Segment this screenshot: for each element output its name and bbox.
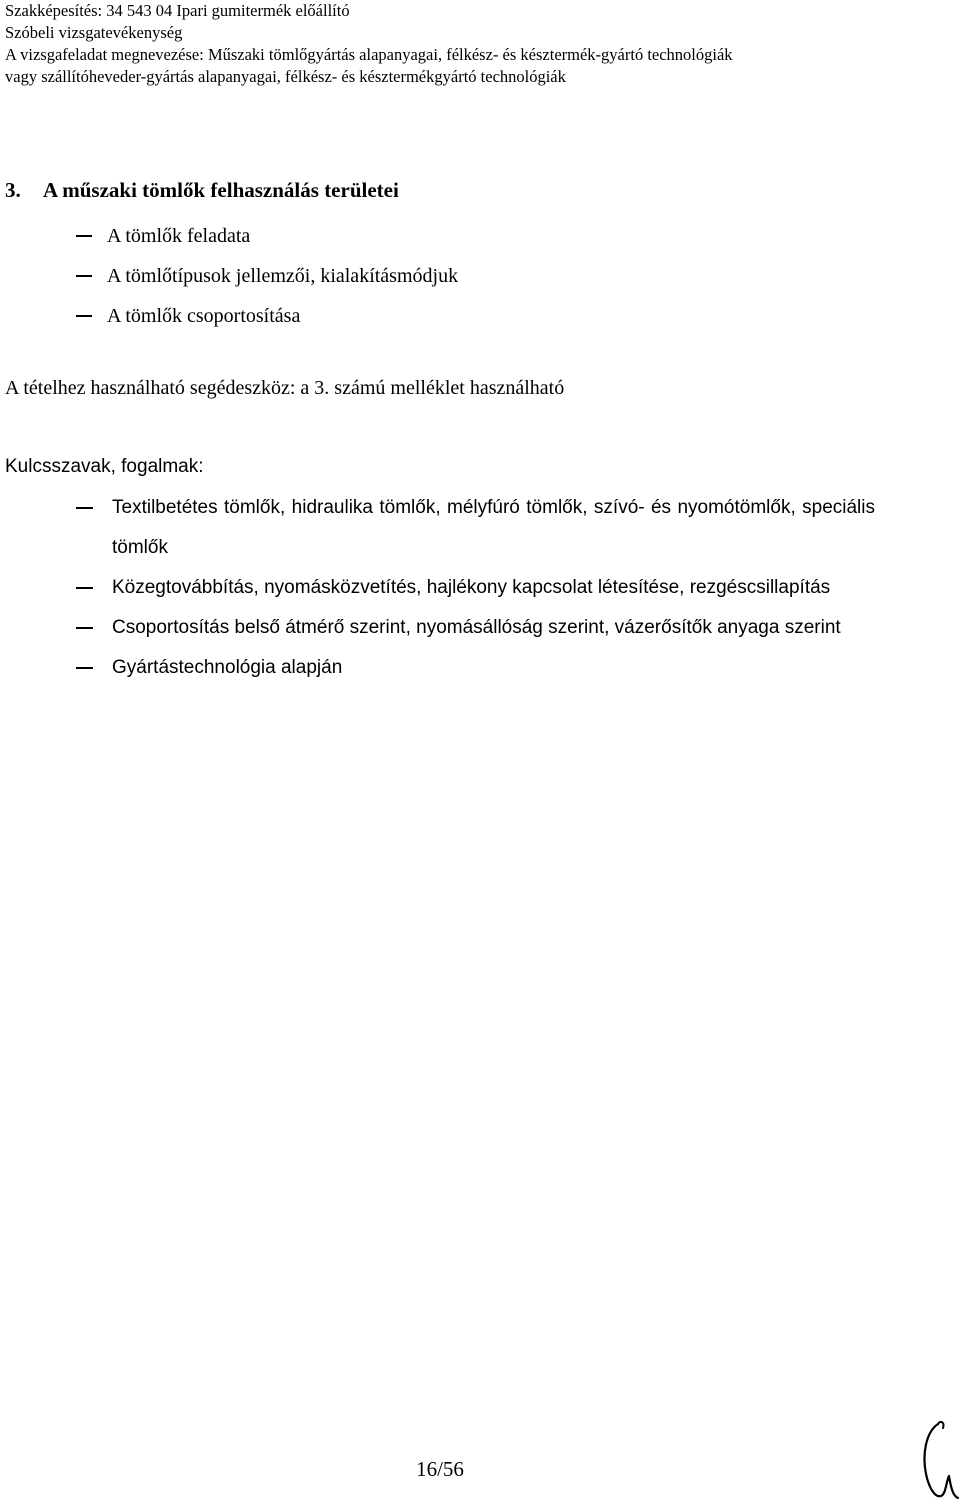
keyword-text: Csoportosítás belső átmérő szerint, nyomásállóság szerint, vázerősítők anyaga szerint — [112, 617, 841, 638]
page-header — [5, 0, 955, 88]
keyword-text: Gyártástechnológia alapján — [112, 657, 343, 678]
section-title — [5, 176, 399, 204]
keywords-heading: Kulcsszavak, fogalmak: — [5, 456, 204, 477]
topic-item — [76, 296, 458, 336]
topic-list — [76, 216, 458, 336]
topic-text: A tömlők csoportosítása — [107, 305, 301, 327]
dash-bullet-icon — [76, 235, 92, 237]
topic-item — [76, 216, 458, 256]
header-task-name-cont: vagy szállítóheveder-gyártás alapanyagai, félkész- és késztermékgyártó technológiák — [5, 67, 566, 86]
signature-mark — [918, 1418, 960, 1503]
topic-item — [76, 256, 458, 296]
keyword-item — [76, 608, 875, 648]
header-task-name: A vizsgafeladat megnevezése: Műszaki tömlőgyártás alapanyagai, félkész- és késztermék-gyártó technológiák — [5, 45, 733, 64]
dash-bullet-icon — [76, 275, 92, 277]
keyword-item — [76, 568, 875, 608]
topic-text: A tömlők feladata — [107, 225, 251, 247]
header-qualification: Szakképesítés: 34 543 04 Ipari gumitermék előállító — [5, 1, 350, 20]
keyword-item — [76, 488, 875, 568]
header-exam-type: Szóbeli vizsgatevékenység — [5, 23, 183, 42]
dash-bullet-icon — [76, 667, 93, 669]
section-title-text: A műszaki tömlők felhasználás területei — [43, 178, 399, 202]
dash-bullet-icon — [76, 507, 93, 509]
keyword-text: Textilbetétes tömlők, hidraulika tömlők, mélyfúró tömlők, szívó- és nyomótömlők, speciális tömlők — [112, 497, 875, 558]
keyword-text: Közegtovábbítás, nyomásközvetítés, hajlékony kapcsolat létesítése, rezgéscsillapítás — [112, 577, 831, 598]
dash-bullet-icon — [76, 315, 92, 317]
page-number: 16/56 — [416, 1457, 464, 1481]
topic-text: A tömlőtípusok jellemzői, kialakításmódjuk — [107, 265, 459, 287]
aid-note: A tételhez használható segédeszköz: a 3. számú melléklet használható — [5, 377, 565, 399]
dash-bullet-icon — [76, 627, 93, 629]
keyword-item — [76, 648, 875, 688]
dash-bullet-icon — [76, 587, 93, 589]
keyword-list — [76, 488, 875, 688]
section-number: 3. — [5, 178, 21, 202]
